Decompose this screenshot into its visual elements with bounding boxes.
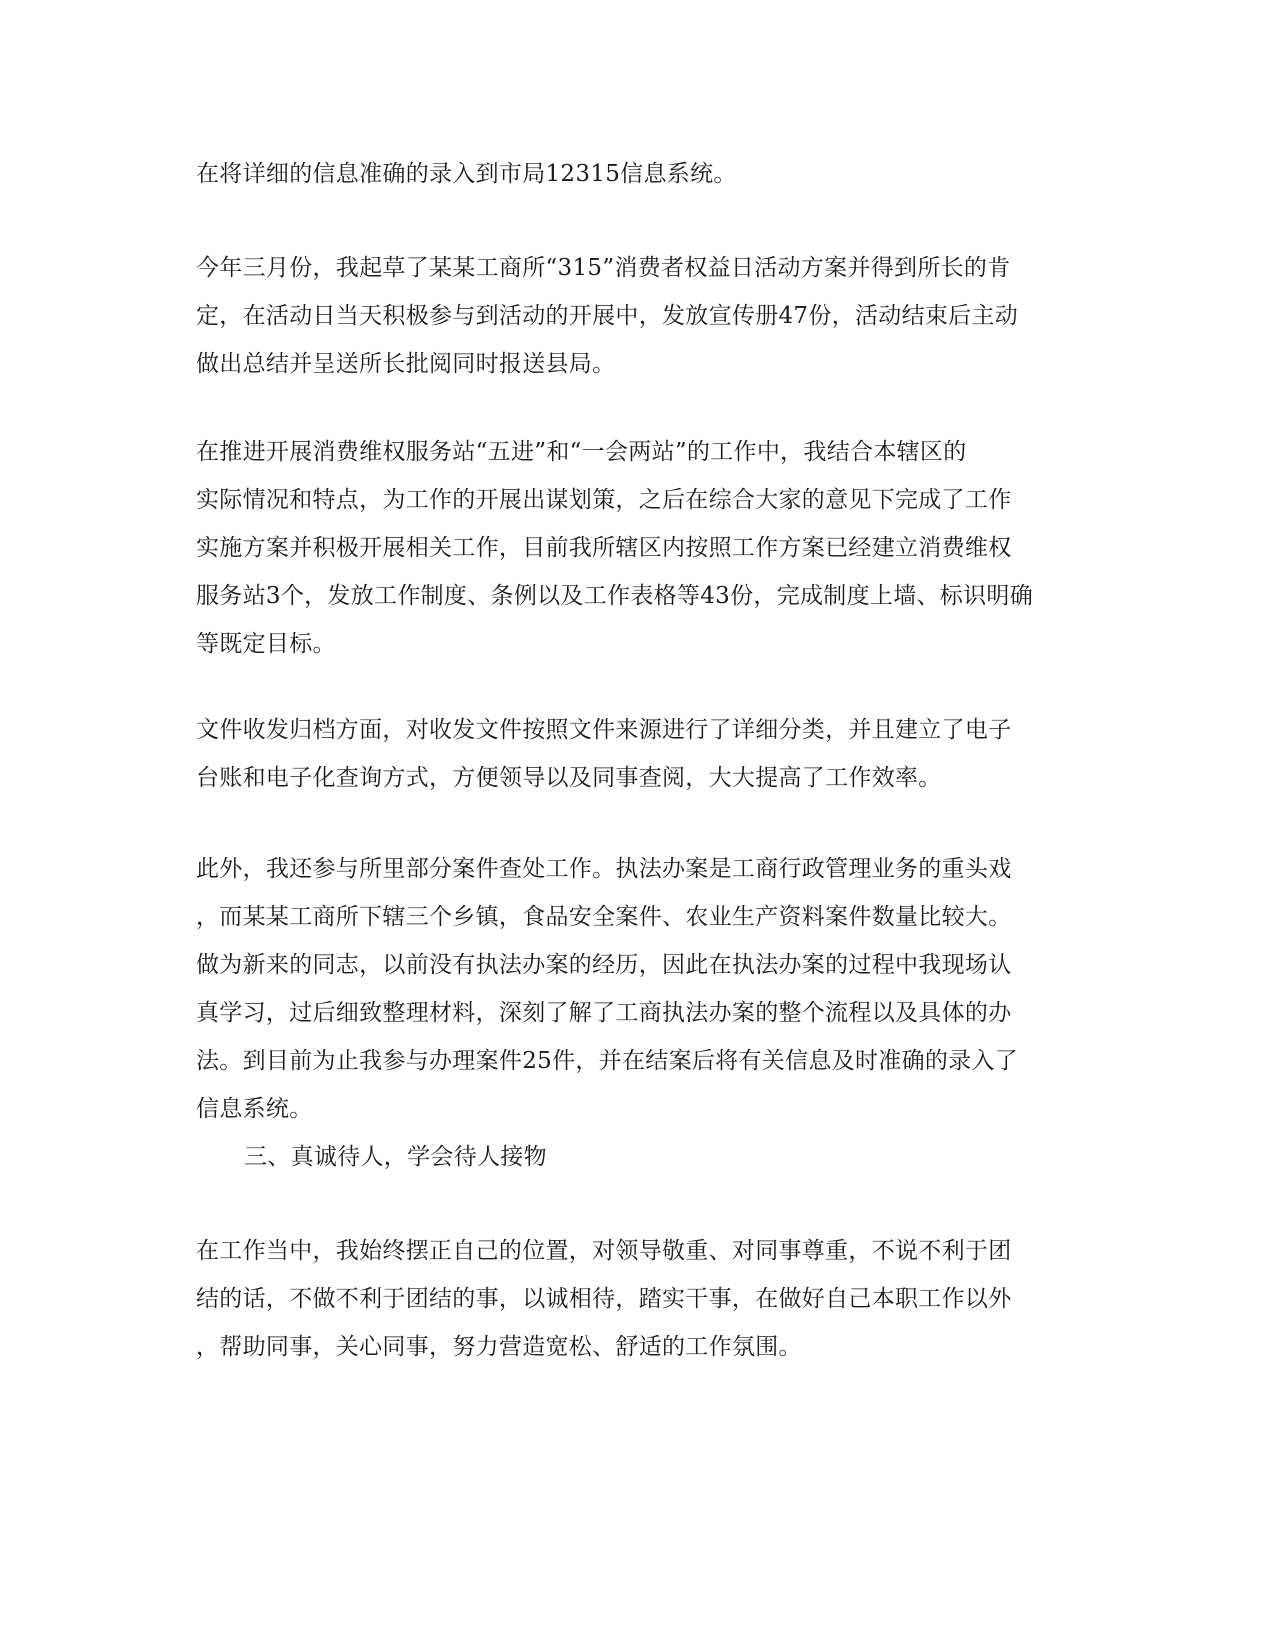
paragraph-file-archiving	[196, 706, 1096, 802]
text-line: 实际情况和特点，为工作的开展出谋划策，之后在综合大家的意见下完成了工作	[196, 487, 1012, 513]
text-line: 定，在活动日当天积极参与到活动的开展中，发放宣传册47份，活动结束后主动	[196, 303, 1019, 329]
text-line: 此外，我还参与所里部分案件查处工作。执法办案是工商行政管理业务的重头戏	[196, 856, 1012, 882]
text-line: 做为新来的同志，以前没有执法办案的经历，因此在执法办案的过程中我现场认	[196, 952, 1012, 978]
section-heading: 三、真诚待人，学会待人接物	[244, 1144, 547, 1170]
text-line: 在将详细的信息准确的录入到市局12315信息系统。	[196, 161, 737, 187]
paragraph-info-entry	[196, 150, 1096, 198]
paragraph-case-handling	[196, 845, 1096, 1133]
text-line: 实施方案并积极开展相关工作，目前我所辖区内按照工作方案已经建立消费维权	[196, 535, 1012, 561]
text-line: 文件收发归档方面，对收发文件按照文件来源进行了详细分类，并且建立了电子	[196, 717, 1012, 743]
paragraph-treat-people	[196, 1227, 1096, 1371]
text-line: 今年三月份，我起草了某某工商所“315”消费者权益日活动方案并得到所长的肯	[196, 255, 1011, 281]
paragraph-service-stations	[196, 428, 1096, 668]
paragraph-315-activity	[196, 244, 1096, 388]
text-line: ，而某某工商所下辖三个乡镇，食品安全案件、农业生产资料案件数量比较大。	[196, 904, 1012, 930]
text-line: 等既定目标。	[196, 631, 336, 657]
text-line: 信息系统。	[196, 1096, 313, 1122]
text-line: 在工作当中，我始终摆正自己的位置，对领导敬重、对同事尊重，不说不利于团	[196, 1238, 1012, 1264]
text-line: ，帮助同事，关心同事，努力营造宽松、舒适的工作氛围。	[196, 1334, 802, 1360]
text-line: 服务站3个，发放工作制度、条例以及工作表格等43份，完成制度上墙、标识明确	[196, 583, 1033, 609]
text-line: 真学习，过后细致整理材料，深刻了解了工商执法办案的整个流程以及具体的办	[196, 1000, 1012, 1026]
text-line: 做出总结并呈送所长批阅同时报送县局。	[196, 351, 616, 377]
text-line: 台账和电子化查询方式，方便领导以及同事查阅，大大提高了工作效率。	[196, 765, 942, 791]
text-line: 结的话，不做不利于团结的事，以诚相待，踏实干事，在做好自己本职工作以外	[196, 1286, 1012, 1312]
text-line: 在推进开展消费维权服务站“五进”和“一会两站”的工作中，我结合本辖区的	[196, 439, 967, 465]
text-line: 法。到目前为止我参与办理案件25件，并在结案后将有关信息及时准确的录入了	[196, 1048, 1019, 1074]
